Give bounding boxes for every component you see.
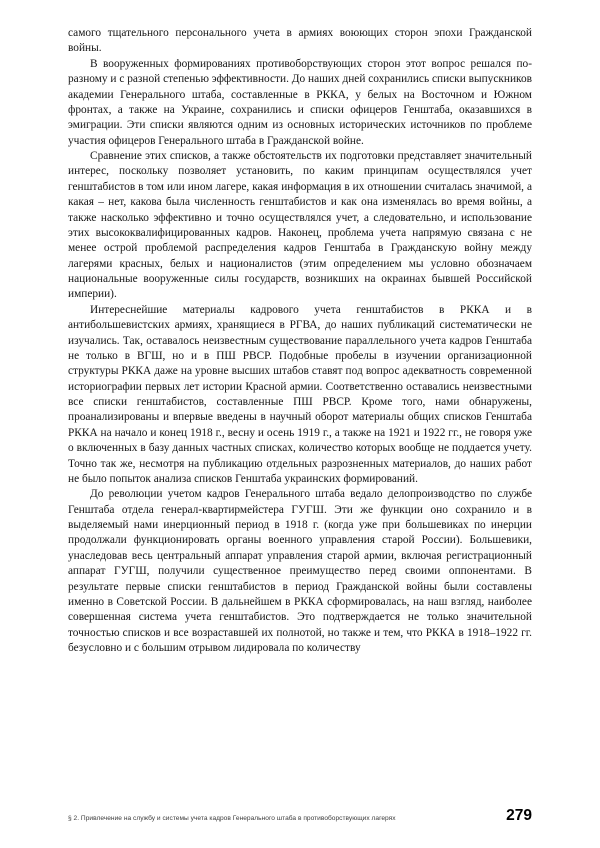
paragraph: Интереснейшие материалы кадрового учета генштабистов в РККА и в антибольшевистских армиях, хранящиеся в РГВА, до наших публикаций систематически не изучались. Так, оставалось неизвестным существование параллельного учета кадров Генштаба не только в ВГШ, но и в ПШ РВСР. Подобные пробелы в изучении организационной структуры РККА даже на уровне высших штабов ставят под вопрос адекватность современной историографии первых лет истории Красной армии. Соответственно оставались неизвестными все списки генштабистов, составленные ПШ РВСР. Кроме того, нами обнаружены, проанализированы и впервые введены в научный оборот материалы общих списков Генштаба РККА на начало и конец 1918 г., весну и осень 1919 г., а также на 1921 и 1922 гг., не говоря уже о включенных в базу данных частных списках, количество которых вообще не поддается учету. Точно так же, несмотря на публикацию отдельных разрозненных материалов, до наших работ не было попыток анализа списков Генштаба украинских формирований. [68,303,532,485]
body-text-column [68,26,532,656]
running-head: § 2. Привлечение на службу и системы учета кадров Генерального штаба в противоборствующих лагерях [68,815,396,822]
paragraph-continuation: самого тщательного персонального учета в армиях воюющих сторон эпохи Гражданской войны. [68,27,532,55]
paragraph: В вооруженных формированиях противоборствующих сторон этот вопрос решался по-разному и с разной степенью эффективности. До наших дней сохранились списки выпускников академии Генерального штаба, составленные в РККА, у белых на Восточном и Южном фронтах, а также на Украине, сохранились и списки офицеров Генштаба, оказавшихся в эмиграции. Эти списки являются одним из основных исторических источников по проблеме участия офицеров Генерального штаба в Гражданской войне. [68,57,532,147]
paragraph: Сравнение этих списков, а также обстоятельств их подготовки представляет значительный интерес, поскольку позволяет установить, по каким принципам осуществлялся учет генштабистов в том или ином лагере, какая информация в их отношении считалась значимой, а какая – нет, какова была численность генштабистов и как она изменялась во время войны, а также насколько эффективно и точно осуществлялся учет, а следовательно, и использование этих высококвалифицированных кадров. Наконец, проблема учета напрямую связана с не менее острой проблемой распределения кадров Генштаба в Гражданскую войну между лагерями красных, белых и националистов (этим определением мы условно обозначаем национальные вооруженные силы государств, возникших на окраинах бывшей Российской империи). [68,150,532,301]
paragraph: До революции учетом кадров Генерального штаба ведало делопроизводство по службе Генштаба отдела генерал-квартирмейстера ГУГШ. Эти же функции оно сохранило и в выделяемый нами инерционный период в 1918 г. (когда уже при большевиках по инерции продолжали функционировать органы военного управления старой России). Большевики, унаследовав весь центральный аппарат управления старой армии, включая регистрационный аппарат ГУГШ, получили существенное преимущество перед своими оппонентами. В результате первые списки генштабистов в период Гражданской войны были составлены именно в Советской России. В дальнейшем в РККА сформировалась, на наш взгляд, наиболее совершенная система учета генштабистов. Это подтверждается не только значительной точностью списков и все возраставшей их полнотой, но также и тем, что РККА в 1918–1922 гг. безусловно и с большим отрывом лидировала по количеству [68,488,532,654]
page-footer [68,808,532,825]
page-number: 279 [506,807,532,824]
